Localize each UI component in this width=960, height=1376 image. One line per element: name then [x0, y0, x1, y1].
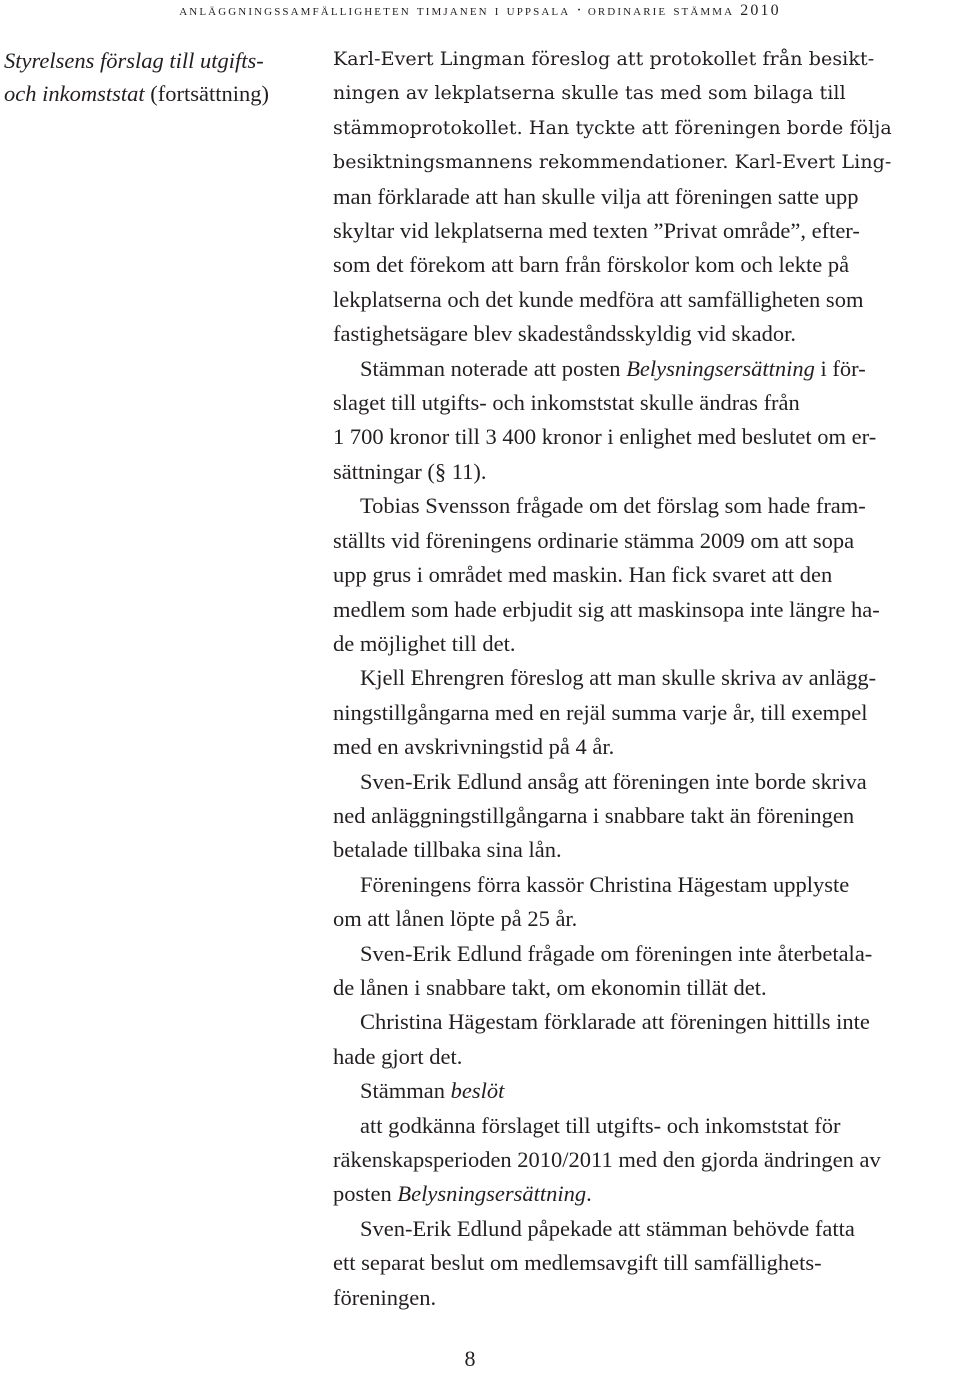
sidebar-line-2-italic: och inkomststat	[4, 81, 145, 106]
text-italic: beslöt	[450, 1078, 505, 1104]
text-line: upp grus i området med maskin. Han fick svaret att den	[333, 562, 833, 588]
text-line: Christina Hägestam förklarade att föreningen hittills inte	[360, 1009, 870, 1035]
text-line: skyltar vid lekplatserna med texten ”Privat område”, efter-	[333, 218, 860, 244]
header-title: anläggningssamfälligheten timjanen i uppsala	[179, 2, 571, 19]
text-line	[333, 1074, 955, 1108]
paragraph-hagestam-2	[333, 1005, 955, 1074]
text-line: ställts vid föreningens ordinarie stämma 2009 om att sopa	[333, 527, 855, 553]
paragraph-lingman-1	[333, 42, 955, 352]
text-line: ned anläggningstillgångarna i snabbare takt än föreningen	[333, 802, 855, 828]
text-italic: Belysningsersättning	[397, 1181, 587, 1207]
text-line: stämmoprotokollet. Han tyckte att föreningen borde följa	[333, 116, 892, 139]
paragraph-svensson	[333, 489, 955, 661]
text-segment: posten	[333, 1181, 398, 1207]
text-line: räkenskapsperioden 2010/2011 med den gjorda ändringen av	[333, 1147, 881, 1172]
text-line: de möjlighet till det.	[333, 630, 516, 656]
text-line: Karl-Evert Lingman föreslog att protokollet från besikt-	[333, 48, 875, 70]
text-line: medlem som hade erbjudit sig att maskinsopa inte längre ha-	[333, 596, 880, 622]
text-segment: Stämman noterade att posten	[360, 355, 627, 381]
text-segment: i för-	[814, 355, 866, 381]
text-line	[333, 352, 955, 386]
text-line: 1 700 kronor till 3 400 kronor i enlighet med beslutet om er-	[333, 424, 877, 450]
text-line: om att lånen löpte på 25 år.	[333, 906, 578, 932]
paragraph-beslut	[333, 1074, 955, 1108]
page-header	[0, 2, 960, 20]
text-line: Sven-Erik Edlund ansåg att föreningen inte borde skriva	[360, 768, 867, 794]
paragraph-belysning	[333, 352, 955, 490]
text-line: man förklarade att han skulle vilja att föreningen satte upp	[333, 183, 859, 209]
header-subtitle: ordinarie stämma 2010	[587, 2, 781, 19]
text-line: besiktningsmannens rekommendationer. Karl-Evert Ling-	[333, 151, 892, 174]
text-segment: .	[586, 1181, 592, 1207]
text-line	[333, 1177, 955, 1211]
sidebar-line-1: Styrelsens förslag till utgifts-	[4, 48, 264, 73]
text-line: som det förekom att barn från förskolor kom och lekte på	[333, 252, 850, 278]
text-line: fastighetsägare blev skadeståndsskyldig vid skador.	[333, 321, 797, 347]
header-separator: ·	[576, 2, 582, 19]
text-italic: Belysningsersättning	[626, 355, 815, 381]
text-line: de lånen i snabbare takt, om ekonomin tillät det.	[333, 974, 767, 1000]
sidebar-line-2-rest: (fortsättning)	[144, 81, 269, 106]
text-line: att godkänna förslaget till utgifts- och inkomststat för	[360, 1112, 841, 1138]
paragraph-edlund-3	[333, 1212, 955, 1315]
text-line: ningen av lekplatserna skulle tas med som bilaga till	[333, 82, 846, 105]
paragraph-beslut-text	[333, 1109, 955, 1212]
sidebar-line-2	[4, 77, 314, 110]
text-line: Sven-Erik Edlund frågade om föreningen inte återbetala-	[360, 940, 873, 966]
text-line: med en avskrivningstid på 4 år.	[333, 734, 615, 760]
text-line: Sven-Erik Edlund påpekade att stämman behövde fatta	[360, 1215, 855, 1241]
text-line: hade gjort det.	[333, 1043, 463, 1069]
paragraph-edlund-2	[333, 937, 955, 1006]
page-number: 8	[464, 1346, 476, 1371]
text-line: betalade tillbaka sina lån.	[333, 837, 562, 863]
text-line: lekplatserna och det kunde medföra att samfälligheten som	[333, 286, 864, 312]
text-line: ningstillgångarna med en rejäl summa varje år, till exempel	[333, 699, 868, 725]
text-line: föreningen.	[333, 1284, 437, 1310]
text-segment: Stämman	[360, 1078, 451, 1104]
text-line: Kjell Ehrengren föreslog att man skulle skriva av anlägg-	[360, 665, 877, 691]
main-text	[333, 42, 955, 1315]
text-line: Föreningens förra kassör Christina Hägestam upplyste	[360, 871, 850, 897]
paragraph-edlund-1	[333, 765, 955, 868]
paragraph-hagestam-1	[333, 868, 955, 937]
text-line: ett separat beslut om medlemsavgift till samfällighets-	[333, 1250, 822, 1276]
paragraph-ehrengren	[333, 661, 955, 764]
sidebar-heading	[4, 44, 314, 110]
text-line: sättningar (§ 11).	[333, 458, 487, 484]
text-line: Tobias Svensson frågade om det förslag som hade fram-	[360, 493, 866, 519]
text-line: slaget till utgifts- och inkomststat skulle ändras från	[333, 390, 800, 416]
